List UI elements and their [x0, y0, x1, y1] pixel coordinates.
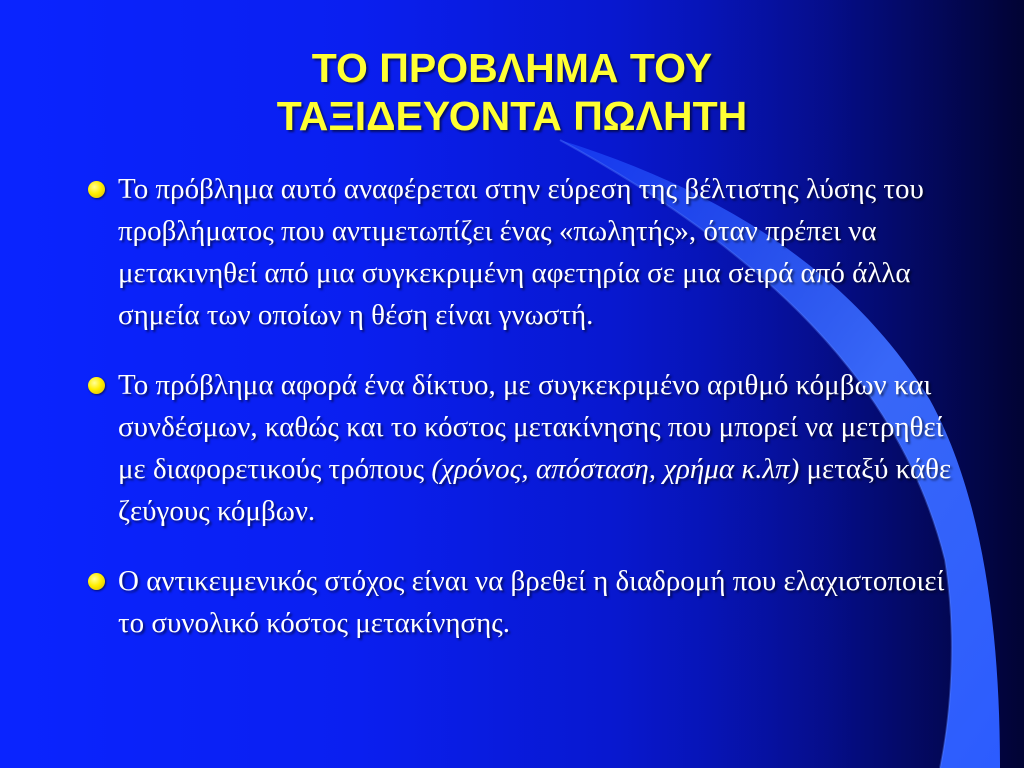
bullet-italic-text: (χρόνος, απόσταση, χρήμα κ.λπ) [431, 453, 800, 485]
title-line-2: ΤΑΞΙΔΕΥΟΝΤΑ ΠΩΛΗΤΗ [276, 93, 748, 139]
bullet-dot-icon [88, 181, 105, 198]
bullet-item [84, 364, 954, 532]
bullet-text: Ο αντικειμενικός στόχος είναι να βρεθεί η διαδρομή που ελαχιστοποιεί το συνολικό κόστος μετακίνησης. [118, 565, 945, 639]
bullet-text: Το πρόβλημα αφορά ένα δίκτυο, με συγκεκριμένο αριθμό κόμβων και συνδέσμων, καθώς και το κόστος μετακίνησης που μπορεί να μετρηθεί με διαφορετικούς τρόπους [118, 369, 944, 485]
slide-title [0, 44, 1024, 140]
bullet-dot-icon [88, 377, 105, 394]
bullet-item [84, 168, 954, 336]
bullet-list [84, 168, 954, 644]
bullet-dot-icon [88, 573, 105, 590]
bullet-text-end: μεταξύ κάθε ζεύγους κόμβων. [118, 453, 952, 527]
title-line-1: ΤΟ ΠΡΟΒΛΗΜΑ ΤΟΥ [311, 45, 713, 91]
bullet-item [84, 560, 954, 644]
bullet-text: Το πρόβλημα αυτό αναφέρεται στην εύρεση της βέλτιστης λύσης του προβλήματος που αντιμετωπίζει ένας «πωλητής», όταν πρέπει να μετακινηθεί από μια συγκεκριμένη αφετηρία σε μια σειρά από άλλα σημεία των οποίων η θέση είναι γνωστή. [118, 173, 924, 331]
